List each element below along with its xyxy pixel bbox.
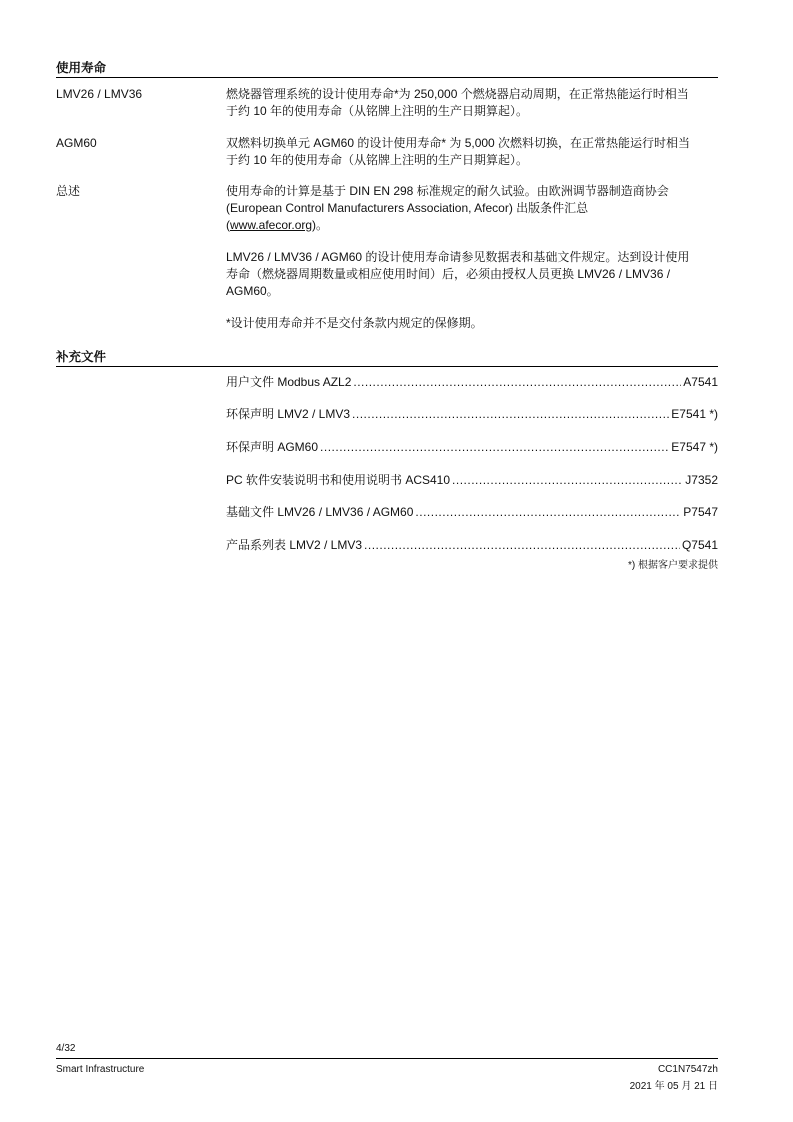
general-paragraph-3: *设计使用寿命并不是交付条款内规定的保修期。 [226,316,483,330]
doc-code: E7547 *) [671,440,718,454]
doc-name: 环保声明 AGM60 [226,440,319,454]
dot-leader [320,439,669,456]
dot-leader [364,537,680,554]
dot-leader [452,472,683,489]
doc-item [226,472,718,489]
dot-leader [353,374,681,391]
text-line: 于约 10 年的使用寿命（从铭牌上注明的生产日期算起）。 [226,153,529,167]
row-label-agm: AGM60 [56,136,97,150]
section-title-lifetime: 使用寿命 [56,61,107,75]
text-line: AGM60。 [226,284,279,298]
row-text-agm [226,135,718,169]
company-name: Smart Infrastructure [56,1064,145,1075]
link-close: )。 [312,218,329,232]
doc-name: 环保声明 LMV2 / LMV3 [226,407,351,421]
doc-code: P7547 [683,505,718,519]
general-paragraph-2 [226,249,718,300]
footer-rule [56,1058,718,1059]
doc-name: 产品系列表 LMV2 / LMV3 [226,538,363,552]
doc-item [226,439,718,456]
text-line: 燃烧器管理系统的设计使用寿命*为 250,000 个燃烧器启动周期，在正常热能运行时相当 [226,87,689,101]
doc-code: E7541 *) [671,407,718,421]
page-number: 4/32 [56,1043,76,1054]
row-label-general: 总述 [56,184,81,198]
general-paragraph-1 [226,183,718,234]
doc-date: 2021 年 05 月 21 日 [629,1081,718,1092]
doc-code: Q7541 [681,538,718,552]
dot-leader [352,406,669,423]
text-line [226,217,718,234]
doc-code: A7541 [683,375,718,389]
link-open-paren: ( [226,218,230,232]
text-line: LMV26 / LMV36 / AGM60 的设计使用寿命请参见数据表和基础文件规定。达到设计使用 [226,250,690,264]
doc-item [226,537,718,554]
text-line: 双燃料切换单元 AGM60 的设计使用寿命* 为 5,000 次燃料切换，在正常热能运行时相当 [226,136,691,150]
text-line: 于约 10 年的使用寿命（从铭牌上注明的生产日期算起）。 [226,104,529,118]
section-title-supplementary: 补充文件 [56,350,107,364]
dot-leader [415,504,681,521]
doc-item [226,406,718,423]
doc-name: 基础文件 LMV26 / LMV36 / AGM60 [226,505,414,519]
section-rule [56,366,718,367]
row-text-lmv [226,86,718,120]
footnote: *) 根据客户要求提供 [628,560,718,571]
text-line: 使用寿命的计算是基于 DIN EN 298 标准规定的耐久试验。由欧洲调节器制造商协会 [226,184,669,198]
doc-id: CC1N7547zh [657,1064,718,1075]
doc-item [226,374,718,391]
row-label-lmv: LMV26 / LMV36 [56,87,143,101]
section-rule [56,77,718,78]
afecor-link[interactable]: www.afecor.org [230,218,313,232]
doc-code: J7352 [685,473,718,487]
doc-name: 用户文件 Modbus AZL2 [226,375,352,389]
doc-item [226,504,718,521]
text-line: (European Control Manufacturers Association, Afecor) 出版条件汇总 [226,201,589,215]
doc-name: PC 软件安装说明书和使用说明书 ACS410 [226,473,451,487]
text-line: 寿命（燃烧器周期数量或相应使用时间）后，必须由授权人员更换 LMV26 / LMV36 / [226,267,671,281]
